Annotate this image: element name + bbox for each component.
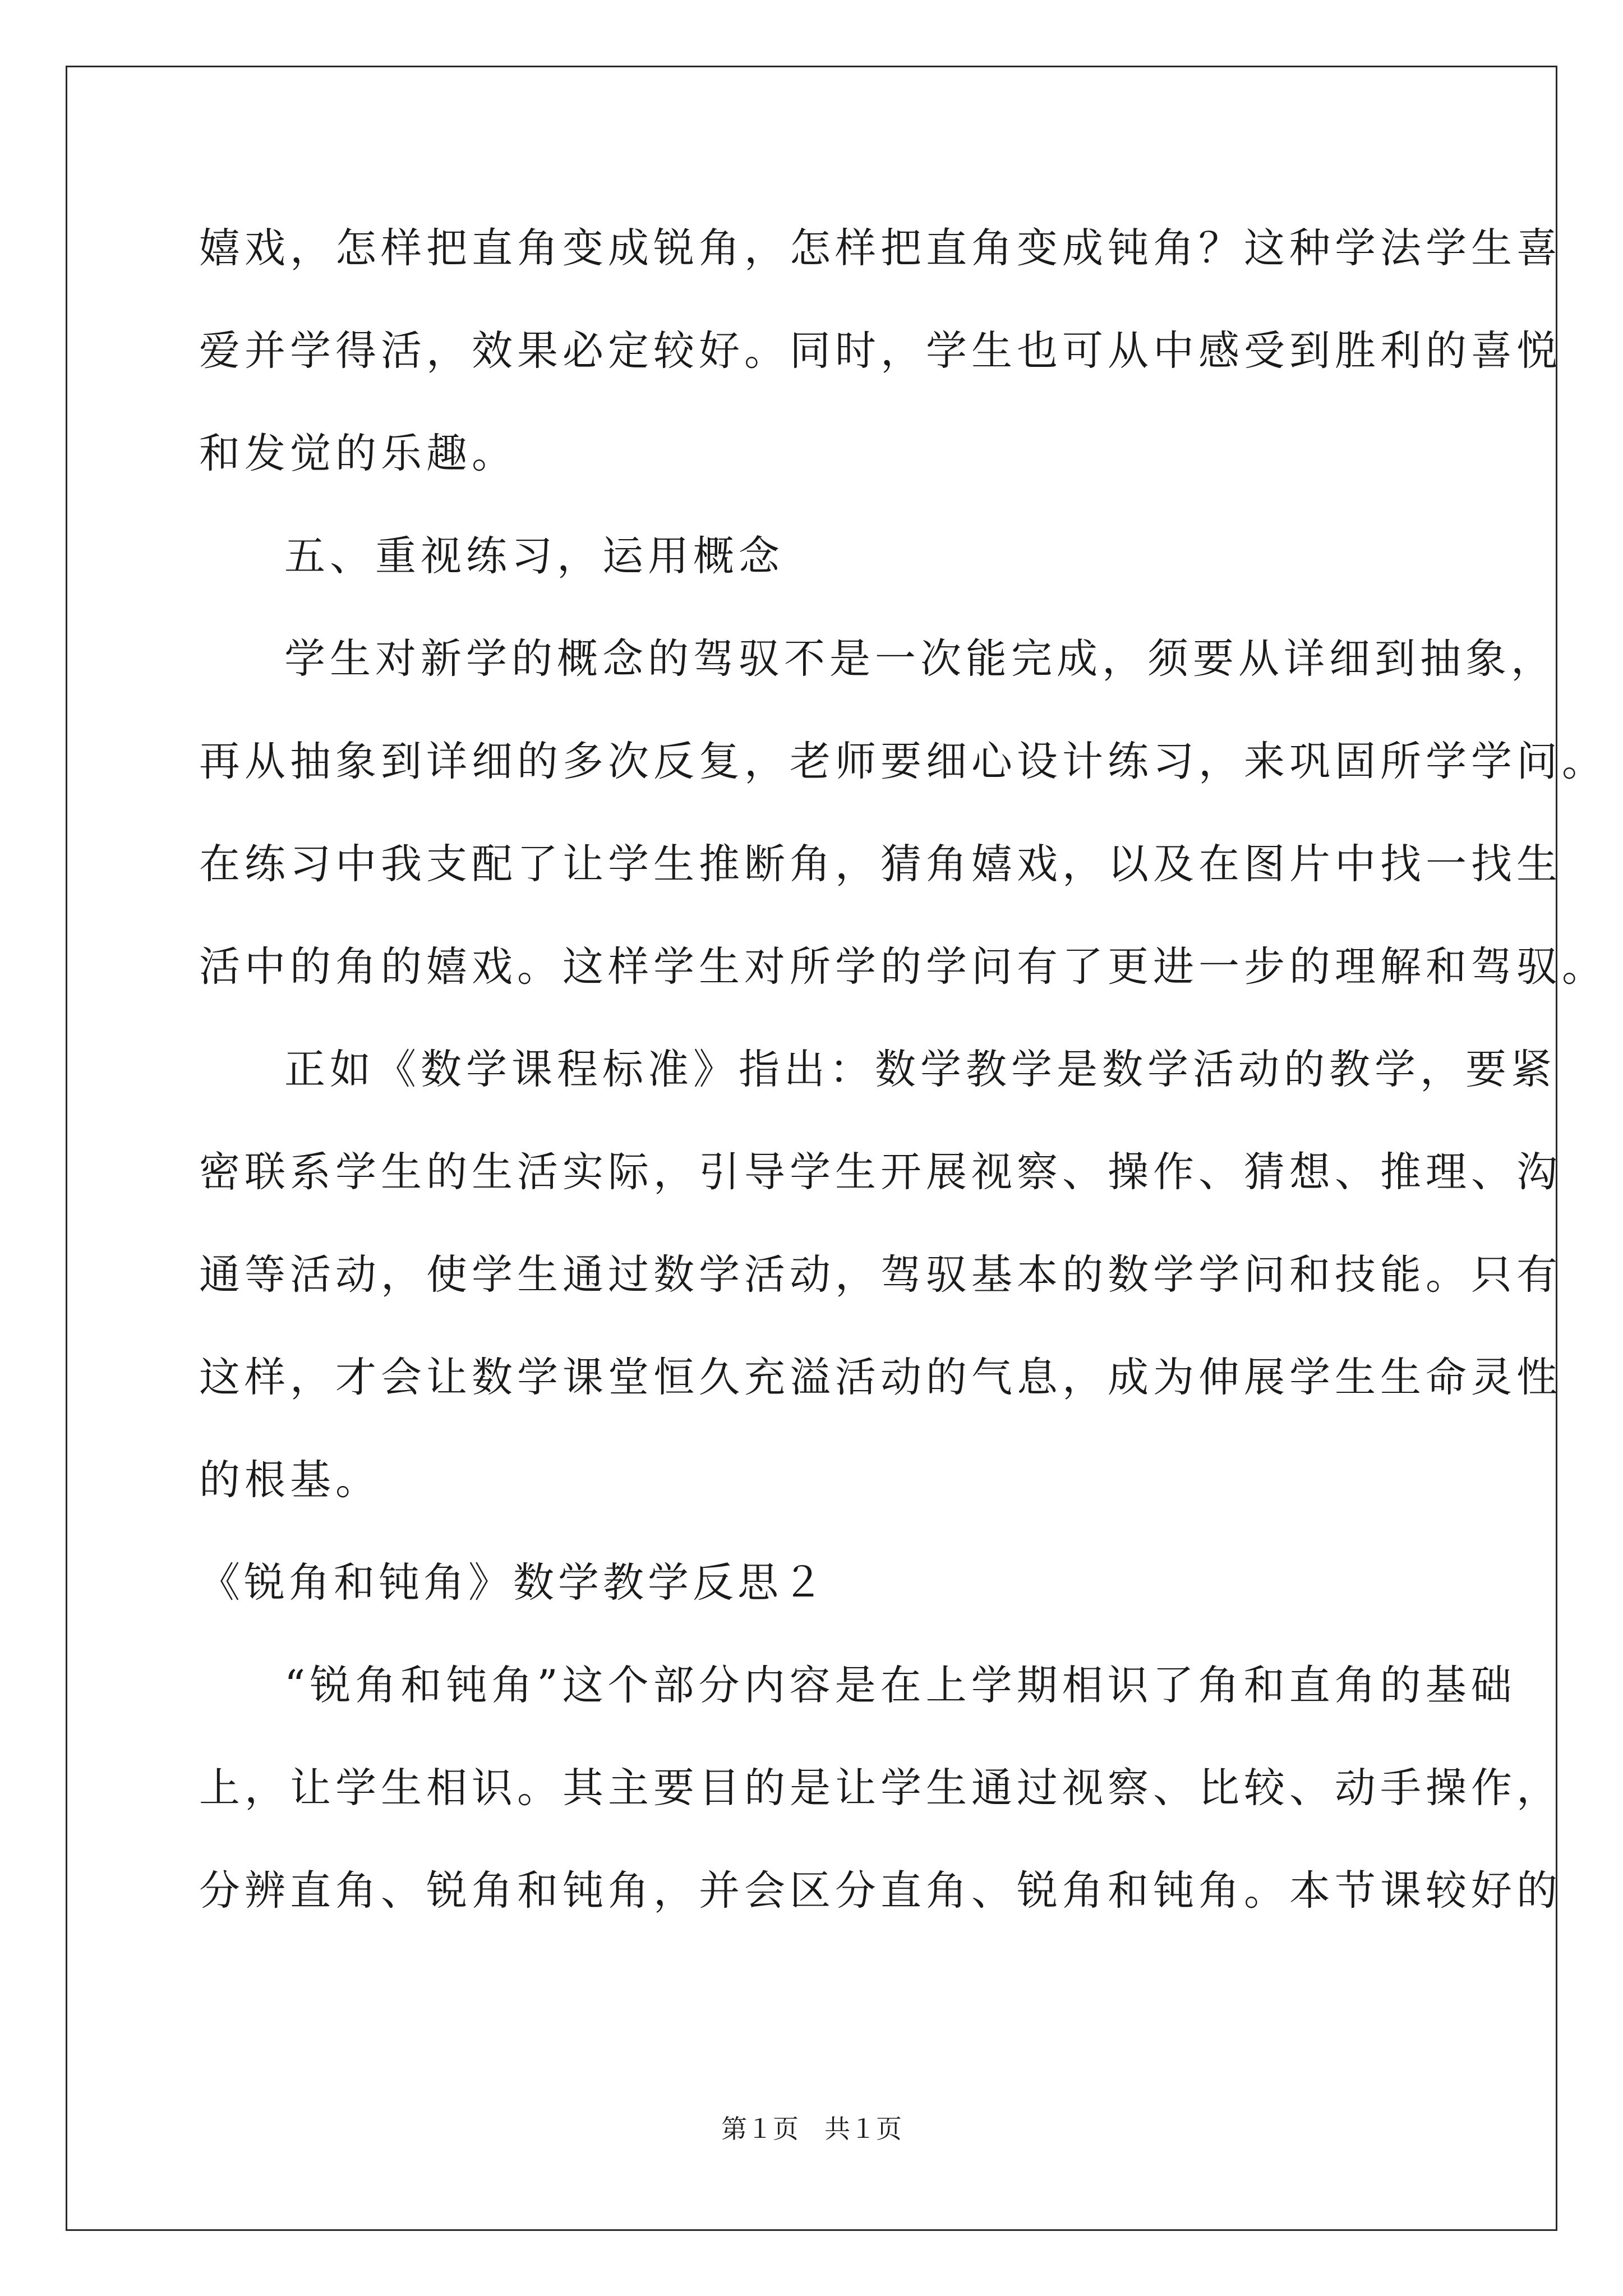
text-line: 再从抽象到详细的多次反复，老师要细心设计练习，来巩固所学学问。 <box>199 738 1607 785</box>
text-line: 爱并学得活，效果必定较好。同时，学生也可从中感受到胜利的喜悦 <box>199 327 1562 375</box>
text-line: 这样，才会让数学课堂恒久充溢活动的气息，成为伸展学生生命灵性 <box>199 1354 1562 1401</box>
text-line: 密联系学生的生活实际，引导学生开展视察、操作、猜想、推理、沟 <box>199 1148 1562 1196</box>
article-title: 《锐角和钝角》数学教学反思２ <box>199 1559 827 1607</box>
text-line: 分辨直角、锐角和钝角，并会区分直角、锐角和钝角。本节课较好的 <box>199 1867 1562 1915</box>
document-body <box>199 206 1607 1952</box>
text-line: 嬉戏，怎样把直角变成锐角，怎样把直角变成钝角？这种学法学生喜 <box>199 224 1562 272</box>
text-line: 和发觉的乐趣。 <box>199 430 517 477</box>
section-heading: 五、重视练习，运用概念 <box>284 532 784 580</box>
text-line: 上，让学生相识。其主要目的是让学生通过视察、比较、动手操作， <box>199 1764 1562 1812</box>
text-line: 在练习中我支配了让学生推断角，猜角嬉戏，以及在图片中找一找生 <box>199 840 1562 888</box>
text-line: “锐角和钝角”这个部分内容是在上学期相识了角和直角的基础 <box>284 1662 1516 1709</box>
text-line: 学生对新学的概念的驾驭不是一次能完成，须要从详细到抽象， <box>284 635 1556 683</box>
text-line: 正如《数学课程标准》指出：数学教学是数学活动的教学，要紧 <box>284 1046 1556 1093</box>
text-line: 通等活动，使学生通过数学活动，驾驭基本的数学学问和技能。只有 <box>199 1251 1562 1299</box>
text-line: 的根基。 <box>199 1456 381 1504</box>
text-line: 活中的角的嬉戏。这样学生对所学的学问有了更进一步的理解和驾驭。 <box>199 943 1607 991</box>
page-footer: 第１页 共１页 <box>721 2114 902 2144</box>
